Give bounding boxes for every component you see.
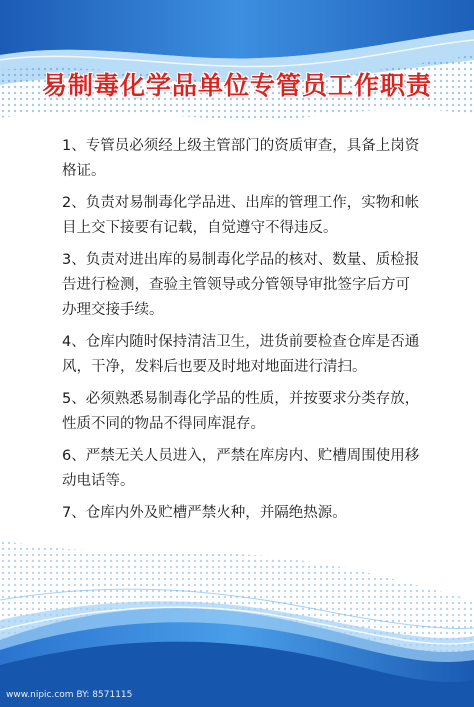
watermark-text: www.nipic.com BY: 8571115 [6,690,133,700]
duty-list [62,134,422,533]
poster-title: 易制毒化学品单位专管员工作职责 [41,71,432,100]
duty-item: 5、必须熟悉易制毒化学品的性质，并按要求分类存放，性质不同的物品不得同库混存。 [62,391,420,432]
duty-item: 2、负责对易制毒化学品进、出库的管理工作，实物和帐目上交下接要有记载，自觉遵守不得违反。 [62,195,420,236]
duty-item: 6、严禁无关人员进入，严禁在库房内、贮槽周围使用移动电话等。 [62,448,420,489]
duty-item: 1、专管员必须经上级主管部门的资质审查，具备上岗资格证。 [62,138,420,179]
duty-item: 7、仓库内外及贮槽严禁火种，并隔绝热源。 [62,505,347,521]
duty-item: 3、负责对进出库的易制毒化学品的核对、数量、质检报告进行检测，查验主管领导或分管领导审批签字后方可办理交接手续。 [62,252,420,318]
duty-item: 4、仓库内随时保持清洁卫生，进货前要检查仓库是否通风，干净，发料后也要及时地对地面进行清扫。 [62,334,420,375]
